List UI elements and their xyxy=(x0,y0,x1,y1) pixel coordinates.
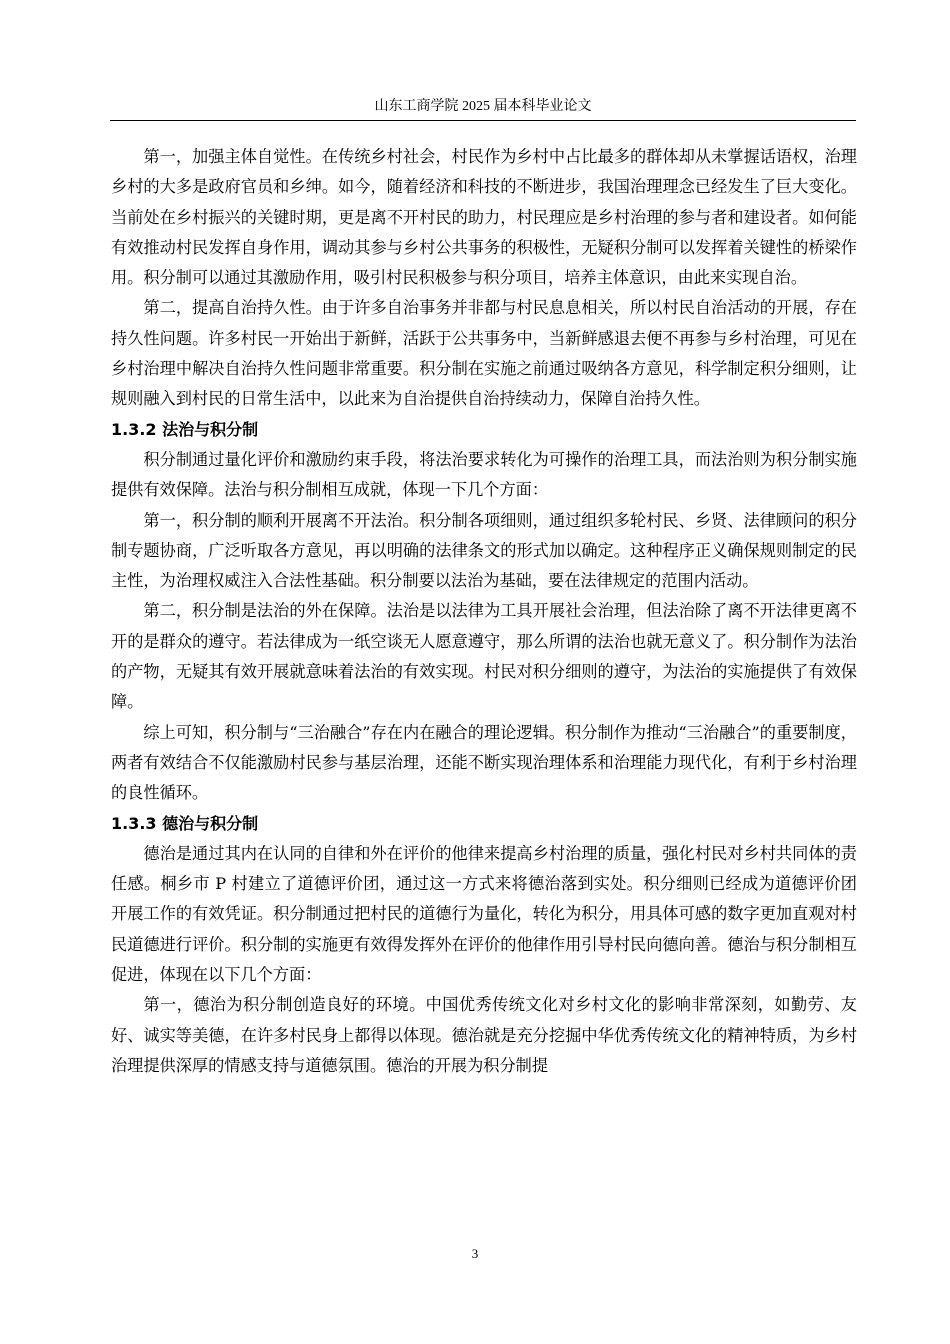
paragraph: 德治是通过其内在认同的自律和外在评价的他律来提高乡村治理的质量，强化村民对乡村共同体的责任感。桐乡市 P 村建立了道德评价团，通过这一方式来将德治落到实处。积分细则已经成为道德评价团开展工作的有效凭证。积分制通过把村民的道德行为量化，转化为积分，用具体可感的数字更加直观对村民道德进行评价。积分制的实施更有效得发挥外在评价的他律作用引导村民向德向善。德治与积分制相互促进，体现在以下几个方面： xyxy=(111,843,857,985)
paragraph: 第一，德治为积分制创造良好的环境。中国优秀传统文化对乡村文化的影响非常深刻，如勤劳、友好、诚实等美德，在许多村民身上都得以体现。德治就是充分挖掘中华优秀传统文化的精神特质，为乡村治理提供深厚的情感支持与道德氛围。德治的开展为积分制提 xyxy=(111,995,857,1075)
paragraph: 第二，提高自治持久性。由于许多自治事务并非都与村民息息相关，所以村民自治活动的开展，存在持久性问题。许多村民一开始出于新鲜，活跃于公共事务中，当新鲜感退去便不再参与乡村治理，可见在乡村治理中解决自治持久性问题非常重要。积分制在实施之前通过吸纳各方意见，科学制定积分细则，让规则融入到村民的日常生活中，以此来为自治提供自治持续动力，保障自治持久性。 xyxy=(111,298,857,409)
paragraph: 第二，积分制是法治的外在保障。法治是以法律为工具开展社会治理，但法治除了离不开法律更离不开的是群众的遵守。若法律成为一纸空谈无人愿意遵守，那么所谓的法治也就无意义了。积分制作为法治的产物，无疑其有效开展就意味着法治的有效实现。村民对积分细则的遵守，为法治的实施提供了有效保障。 xyxy=(111,601,857,712)
page-number: 3 xyxy=(471,1246,479,1261)
section-heading-1-3-2: 1.3.2 法治与积分制 xyxy=(111,419,259,439)
body-text xyxy=(111,142,857,1081)
paragraph: 积分制通过量化评价和激励约束手段，将法治要求转化为可操作的治理工具，而法治则为积分制实施提供有效保障。法治与积分制相互成就，体现一下几个方面： xyxy=(111,449,857,500)
paragraph: 综上可知，积分制与“三治融合”存在内在融合的理论逻辑。积分制作为推动“三治融合”的重要制度，两者有效结合不仅能激励村民参与基层治理，还能不断实现治理体系和治理能力现代化，有利于乡村治理的良性循环。 xyxy=(111,722,857,803)
paragraph: 第一，加强主体自觉性。在传统乡村社会，村民作为乡村中占比最多的群体却从未掌握话语权，治理乡村的大多是政府官员和乡绅。如今，随着经济和科技的不断进步，我国治理理念已经发生了巨大变化。当前处在乡村振兴的关键时期，更是离不开村民的助力，村民理应是乡村治理的参与者和建设者。如何能有效推动村民发挥自身作用，调动其参与乡村公共事务的积极性，无疑积分制可以发挥着关键性的桥梁作用。积分制可以通过其激励作用，吸引村民积极参与积分项目，培养主体意识，由此来实现自治。 xyxy=(111,147,857,288)
running-header: 山东工商学院 2025 届本科毕业论文 xyxy=(374,99,592,114)
header-divider xyxy=(110,120,856,121)
paragraph: 第一，积分制的顺利开展离不开法治。积分制各项细则，通过组织多轮村民、乡贤、法律顾问的积分制专题协商，广泛听取各方意见，再以明确的法律条文的形式加以确定。这种程序正义确保规则制定的民主性，为治理权威注入合法性基础。积分制要以法治为基础，要在法律规定的范围内活动。 xyxy=(111,510,857,591)
section-heading-1-3-3: 1.3.3 德治与积分制 xyxy=(111,813,259,833)
